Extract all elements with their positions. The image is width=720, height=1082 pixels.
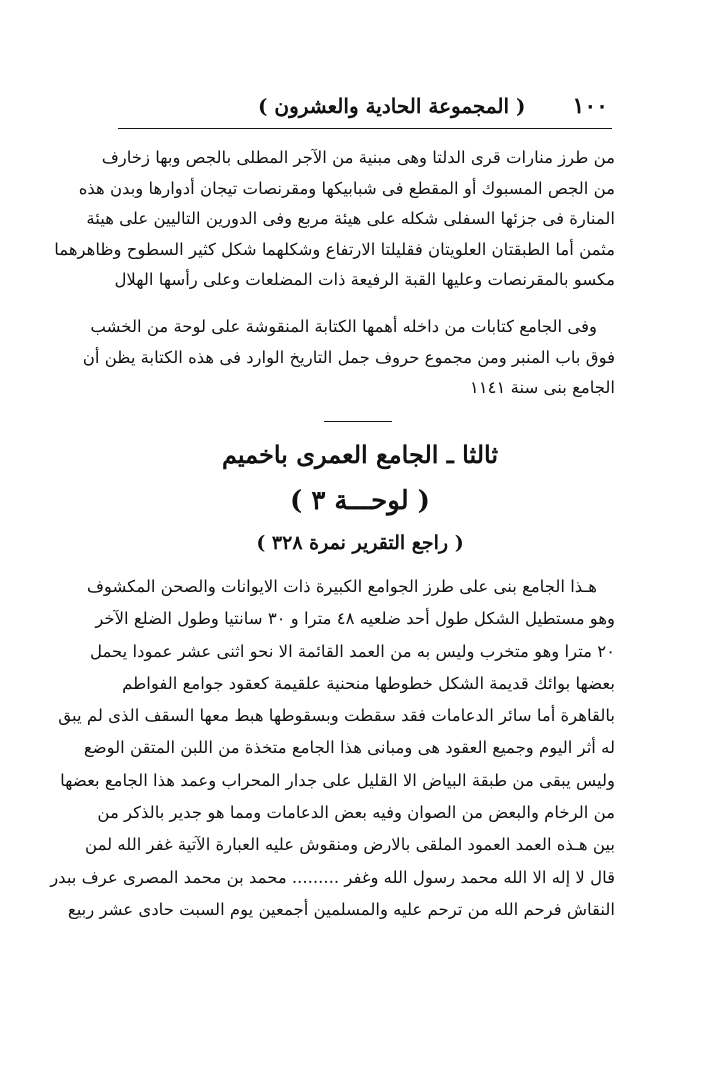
paragraph-inscriptions	[82, 312, 615, 404]
text-line: له أثر اليوم وجميع العقود هى ومبانى هذا الجامع متخذة من اللبن المتقن الوضع	[83, 738, 615, 758]
text-line: مثمن أما الطبقتان العلويتان فقليلتا الارتفاع وشكلهما شكل كثير السطوح وظاهرهما	[54, 239, 615, 259]
text-line: بعضها بوائك قديمة الشكل خطوطها منحنية علقيمة كعقود جوامع الفواطم	[122, 673, 615, 693]
paragraph-omari-mosque	[50, 571, 615, 926]
text-line: من الجص المسبوك أو المقطع فى شبابيكها ومقرنصات تيجان أدوارها وبدن هذه	[78, 178, 615, 198]
paragraph-minaret	[54, 143, 615, 296]
plate-label: ( لوحـــة ٣ )	[290, 486, 430, 516]
text-line: مكسو بالمقرنصات وعليها القبة الرفيعة ذات المضلعات وعلى رأسها الهلال	[114, 270, 615, 289]
text-line: بين هـذه العمد العمود الملقى بالارض ومنقوش عليه العبارة الآتية غفر الله لمن	[85, 835, 615, 855]
text-line: وليس يبقى من طبقة البياض الا القليل على جدار المحراب وعمد هذا الجامع بعضها	[60, 770, 615, 790]
report-reference: ( راجع التقرير نمرة ٣٢٨ )	[256, 532, 464, 554]
text-line: بالقاهرة أما سائر الدعامات فقد سقطت وبسقوطها هبط معها السقف الذى لم يبق	[58, 706, 615, 726]
text-line: هـذا الجامع بنى على طرز الجوامع الكبيرة ذات الايوانات والصحن المكشوف	[86, 577, 597, 596]
text-line: النقاش فرحم الله من ترحم عليه والمسلمين أجمعين يوم السبت حادى عشر ربيع	[67, 899, 615, 919]
text-line: وهو مستطيل الشكل طول أحد ضلعيه ٤٨ مترا و ٣٠ سانتيا وطول الضلع الآخر	[95, 609, 615, 629]
running-title: ( المجموعة الحادية والعشرون )	[258, 94, 526, 118]
text-line: من طرز منارات قرى الدلتا وهى مبنية من الآجر المطلى بالجص وبها زخارف	[101, 148, 615, 167]
page-number: ١٠٠	[572, 93, 608, 119]
text-line: المنارة فى جزئها السفلى شكله على هيئة مربع وفى الدورين التاليين على هيئة	[86, 209, 615, 228]
text-line: قال لا إله الا الله محمد رسول الله وغفر ......... محمد بن محمد المصرى عرف ببدر	[50, 867, 615, 887]
header-rule	[118, 128, 612, 129]
text-line: الجامع بنى سنة ١١٤١	[469, 378, 615, 397]
page-header	[108, 88, 608, 124]
text-line: ٢٠ مترا وهو متخرب وليس به من العمد القائمة الا نحو اثنى عشر عمودا يحمل	[89, 641, 615, 661]
text-line: فوق باب المنبر ومن مجموع حروف جمل التاريخ الوارد فى هذه الكتابة يظن أن	[82, 347, 615, 367]
text-line: من الرخام والبعض من الصوان وفيه بعض الدعامات ومما هو جدير بالذكر من	[97, 803, 615, 823]
section-title: ثالثا ـ الجامع العمرى باخميم	[221, 440, 499, 469]
section-divider	[324, 421, 392, 422]
text-line: وفى الجامع كتابات من داخله أهمها الكتابة المنقوشة على لوحة من الخشب	[90, 317, 597, 336]
